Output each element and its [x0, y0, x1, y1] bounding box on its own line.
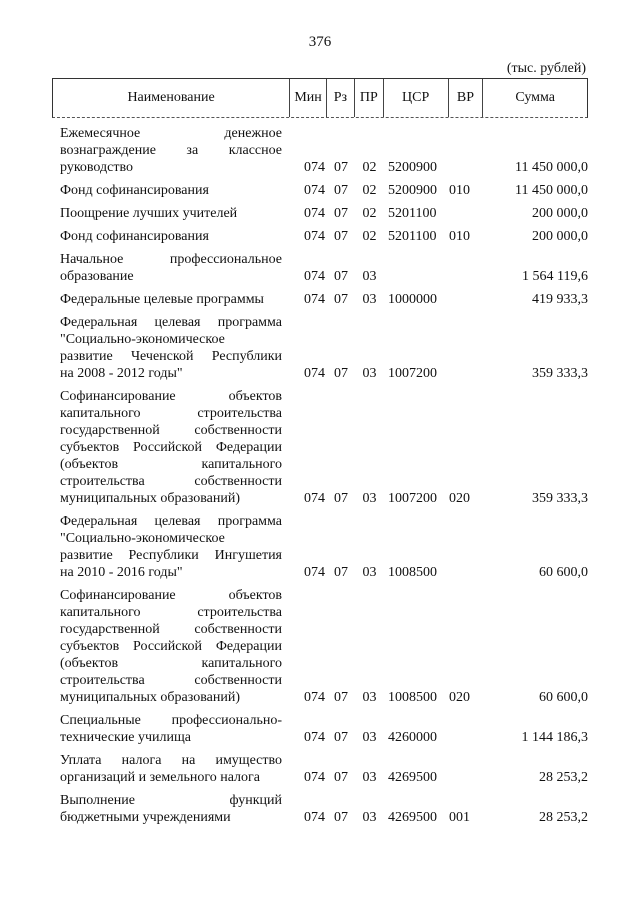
table-row: [52, 222, 588, 245]
row-rz: 07: [334, 770, 348, 785]
table-row: [52, 746, 588, 786]
table-row: [52, 176, 588, 199]
row-pr: 03: [362, 269, 377, 284]
row-pr: 03: [362, 810, 377, 825]
row-min: 074: [304, 229, 325, 244]
row-name-line: Федеральная целевая программа: [60, 315, 282, 330]
row-name: [52, 314, 290, 382]
row-name: [52, 712, 290, 746]
row-sum: 359 333,3: [532, 491, 588, 506]
row-min: 074: [304, 160, 325, 175]
row-name-line: субъектов Российской Федерации: [60, 440, 282, 455]
row-name-line: развитие Республики Ингушетия: [60, 548, 282, 563]
row-name-line: капитального строительства: [60, 605, 282, 620]
header-sum: Сумма: [515, 90, 556, 105]
table-row: [52, 507, 588, 581]
row-min: 074: [304, 690, 325, 705]
units-label: (тыс. рублей): [506, 61, 586, 76]
row-name: [52, 388, 290, 507]
row-name-line: Уплата налога на имущество: [60, 753, 282, 768]
header-vr: ВР: [449, 79, 484, 117]
header-name: Наименование: [53, 79, 290, 117]
row-name-line: Специальные профессионально-: [60, 713, 282, 728]
row-name-line: руководство: [60, 160, 133, 175]
row-rz: 07: [334, 183, 348, 198]
table-header: [52, 78, 588, 118]
row-name-line: организаций и земельного налога: [60, 770, 260, 785]
row-sum: 359 333,3: [532, 366, 588, 381]
row-csr: 1000000: [388, 292, 437, 307]
row-min: 074: [304, 183, 325, 198]
row-name-line: на 2008 - 2012 годы": [60, 366, 183, 381]
row-pr: 03: [362, 292, 377, 307]
row-name-line: строительства собственности: [60, 673, 282, 688]
row-name-line: Фонд софинансирования: [60, 183, 209, 198]
row-name-line: субъектов Российской Федерации: [60, 639, 282, 654]
row-name-line: Ежемесячное денежное: [60, 126, 282, 141]
row-sum: 60 600,0: [539, 690, 588, 705]
row-rz: 07: [334, 810, 348, 825]
header-rz: Рз: [327, 79, 355, 117]
row-csr: 1007200: [388, 366, 437, 381]
row-name-line: образование: [60, 269, 134, 284]
row-csr: 1007200: [388, 491, 437, 506]
row-pr: 02: [362, 229, 377, 244]
row-sum: 1 564 119,6: [522, 269, 588, 284]
row-min: 074: [304, 810, 325, 825]
table-row: [52, 119, 588, 176]
row-min: 074: [304, 770, 325, 785]
row-name: [52, 792, 290, 826]
row-rz: 07: [334, 160, 348, 175]
row-name-line: технические училища: [60, 730, 191, 745]
row-rz: 07: [334, 690, 348, 705]
row-min: 074: [304, 730, 325, 745]
row-csr: 5200900: [388, 183, 437, 198]
row-sum: 200 000,0: [532, 229, 588, 244]
row-name-line: муниципальных образований): [60, 491, 240, 506]
table-row: [52, 199, 588, 222]
row-rz: 07: [334, 565, 348, 580]
table-row: [52, 786, 588, 826]
table-row: [52, 245, 588, 285]
row-rz: 07: [334, 730, 348, 745]
row-csr: 1008500: [388, 690, 437, 705]
row-rz: 07: [334, 491, 348, 506]
row-rz: 07: [334, 206, 348, 221]
row-min: 074: [304, 269, 325, 284]
row-pr: 03: [362, 730, 377, 745]
row-name-line: капитального строительства: [60, 406, 282, 421]
row-sum: 28 253,2: [539, 810, 588, 825]
row-name-line: развитие Чеченской Республики: [60, 349, 282, 364]
row-rz: 07: [334, 269, 348, 284]
table-row: [52, 706, 588, 746]
row-min: 074: [304, 565, 325, 580]
row-csr: 1008500: [388, 565, 437, 580]
row-sum: 11 450 000,0: [515, 160, 588, 175]
row-name-line: Начальное профессиональное: [60, 252, 282, 267]
row-csr: 5200900: [388, 160, 437, 175]
row-sum: 28 253,2: [539, 770, 588, 785]
row-csr: 4260000: [388, 730, 437, 745]
row-name: [52, 182, 290, 199]
row-vr: 010: [449, 229, 470, 244]
row-name-line: государственной собственности: [60, 622, 282, 637]
header-pr: ПР: [355, 79, 384, 117]
row-sum: 1 144 186,3: [521, 730, 588, 745]
row-min: 074: [304, 491, 325, 506]
row-rz: 07: [334, 366, 348, 381]
page-number: 376: [308, 34, 332, 50]
row-name: [52, 752, 290, 786]
row-name-line: Фонд софинансирования: [60, 229, 209, 244]
row-vr: 010: [449, 183, 470, 198]
table-row: [52, 581, 588, 706]
row-name-line: (объектов капитального: [60, 656, 282, 671]
row-csr: 4269500: [388, 810, 437, 825]
row-name: [52, 205, 290, 222]
row-name-line: "Социально-экономическое: [60, 332, 225, 347]
row-vr: 020: [449, 491, 470, 506]
table-row: [52, 382, 588, 507]
row-pr: 02: [362, 160, 377, 175]
row-pr: 02: [362, 183, 377, 198]
row-min: 074: [304, 292, 325, 307]
row-sum: 200 000,0: [532, 206, 588, 221]
row-name: [52, 125, 290, 176]
table-row: [52, 308, 588, 382]
row-name-line: бюджетными учреждениями: [60, 810, 231, 825]
row-csr: 4269500: [388, 770, 437, 785]
row-rz: 07: [334, 292, 348, 307]
row-min: 074: [304, 366, 325, 381]
row-name-line: (объектов капитального: [60, 457, 282, 472]
row-sum: 60 600,0: [539, 565, 588, 580]
table-row: [52, 285, 588, 308]
row-name: [52, 587, 290, 706]
row-name-line: Поощрение лучших учителей: [60, 206, 238, 221]
row-pr: 02: [362, 206, 377, 221]
row-name-line: Федеральные целевые программы: [60, 292, 264, 307]
table-body: [52, 119, 588, 826]
row-name-line: Выполнение функций: [60, 793, 282, 808]
row-pr: 03: [362, 366, 377, 381]
row-name: [52, 228, 290, 245]
row-vr: 001: [449, 810, 470, 825]
row-min: 074: [304, 206, 325, 221]
header-min: Мин: [290, 79, 327, 117]
row-name-line: государственной собственности: [60, 423, 282, 438]
row-name-line: вознаграждение за классное: [60, 143, 282, 158]
row-name: [52, 513, 290, 581]
row-sum: 11 450 000,0: [515, 183, 588, 198]
row-name: [52, 291, 290, 308]
row-vr: 020: [449, 690, 470, 705]
row-name-line: "Социально-экономическое: [60, 531, 225, 546]
row-csr: 5201100: [388, 229, 437, 244]
row-pr: 03: [362, 565, 377, 580]
row-name-line: Софинансирование объектов: [60, 389, 282, 404]
row-name: [52, 251, 290, 285]
row-rz: 07: [334, 229, 348, 244]
row-pr: 03: [362, 770, 377, 785]
row-name-line: строительства собственности: [60, 474, 282, 489]
row-sum: 419 933,3: [532, 292, 588, 307]
row-name-line: Софинансирование объектов: [60, 588, 282, 603]
row-name-line: Федеральная целевая программа: [60, 514, 282, 529]
row-name-line: на 2010 - 2016 годы": [60, 565, 183, 580]
row-pr: 03: [362, 491, 377, 506]
row-csr: 5201100: [388, 206, 437, 221]
row-pr: 03: [362, 690, 377, 705]
row-name-line: муниципальных образований): [60, 690, 240, 705]
header-csr: ЦСР: [384, 79, 449, 117]
